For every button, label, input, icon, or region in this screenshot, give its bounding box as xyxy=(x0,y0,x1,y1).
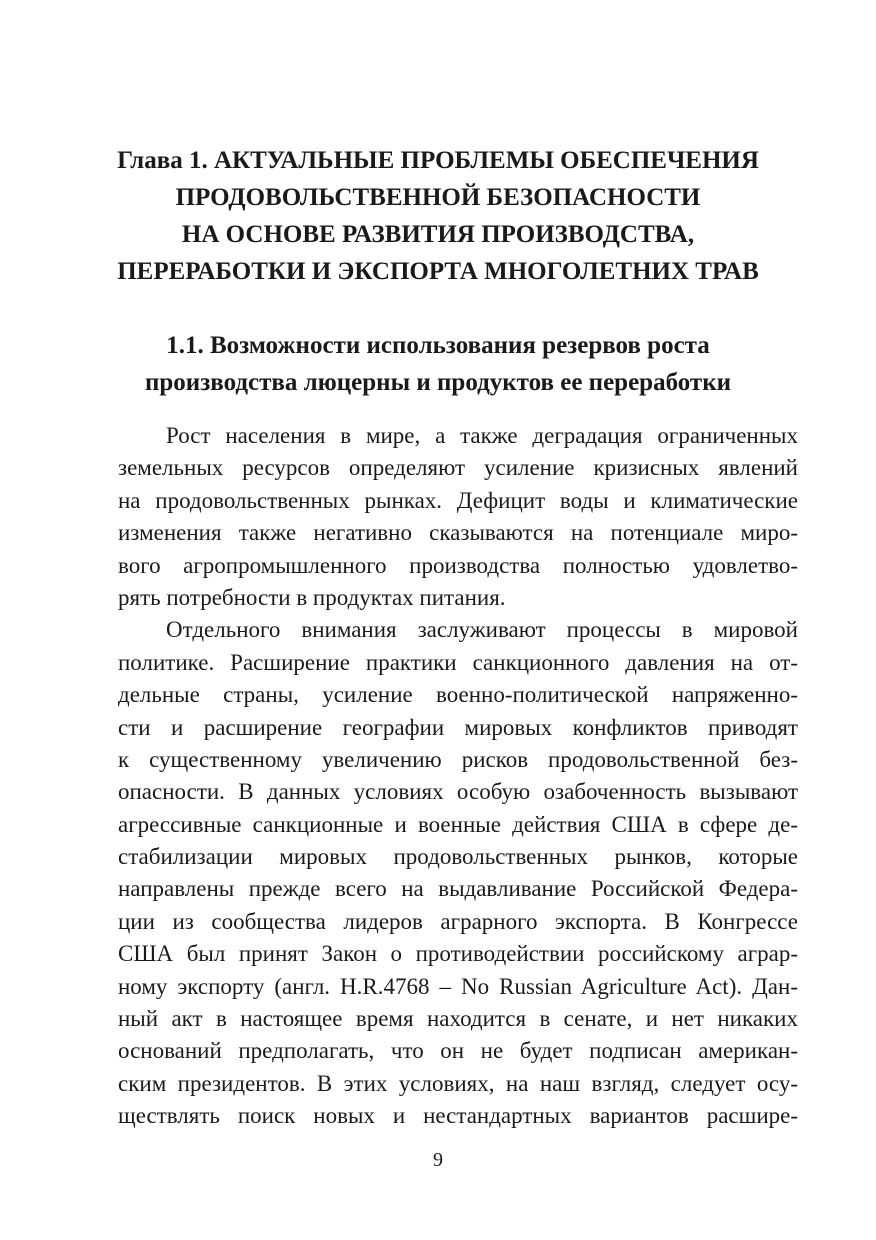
page-number: 9 xyxy=(433,1149,443,1171)
text-line: Отдельного внимания заслуживают процессы в мировой xyxy=(166,617,798,643)
text-line: сти и расширение географии мировых конфликтов приводят xyxy=(118,714,798,740)
text-line: ским президентов. В этих условиях, на наш взгляд, следует осу- xyxy=(118,1070,798,1096)
text-line: дельные страны, усиление военно-политической напряженно- xyxy=(118,682,798,708)
text-line: ции из сообщества лидеров аграрного экспорта. В Конгрессе xyxy=(118,908,798,934)
text-line: рять потребности в продуктах питания. xyxy=(118,584,506,610)
text-line: ный акт в настоящее время находится в сенате, и нет никаких xyxy=(118,1006,798,1032)
chapter-title-line: ПЕРЕРАБОТКИ И ЭКСПОРТА МНОГОЛЕТНИХ ТРАВ xyxy=(117,258,759,285)
text-line: агрессивные санкционные и военные действия США в сфере де- xyxy=(118,811,798,837)
section-title-line: производства люцерны и продуктов ее переработки xyxy=(145,369,731,396)
text-line: к существенному увеличению рисков продовольственной без- xyxy=(118,746,798,772)
text-line: политике. Расширение практики санкционного давления на от- xyxy=(118,649,798,675)
text-line: изменения также негативно сказываются на потенциале миро- xyxy=(118,520,798,546)
text-line: на продовольственных рынках. Дефицит воды и климатические xyxy=(118,487,798,513)
text-line: оснований предполагать, что он не будет подписан американ- xyxy=(118,1038,798,1064)
section-title-line: 1.1. Возможности использования резервов роста xyxy=(166,332,710,359)
text-line: Рост населения в мире, а также деградация ограниченных xyxy=(166,423,798,448)
text-line: США был принят Закон о противодействии российскому аграр- xyxy=(118,941,798,967)
chapter-title-line: Глава 1. АКТУАЛЬНЫЕ ПРОБЛЕМЫ ОБЕСПЕЧЕНИЯ xyxy=(117,147,759,174)
paragraph-2 xyxy=(118,614,798,1132)
text-line: опасности. В данных условиях особую озабоченность вызывают xyxy=(118,779,798,805)
body-text xyxy=(118,420,798,1133)
text-line: земельных ресурсов определяют усиление кризисных явлений xyxy=(118,455,798,481)
paragraph-1 xyxy=(118,420,798,614)
section-title xyxy=(100,327,776,401)
chapter-title xyxy=(100,142,776,290)
chapter-title-line: НА ОСНОВЕ РАЗВИТИЯ ПРОИЗВОДСТВА, xyxy=(181,221,695,248)
text-line: ществлять поиск новых и нестандартных вариантов расшире- xyxy=(118,1103,798,1129)
chapter-title-line: ПРОДОВОЛЬСТВЕННОЙ БЕЗОПАСНОСТИ xyxy=(175,184,701,211)
text-line: стабилизации мировых продовольственных рынков, которые xyxy=(118,844,798,870)
text-line: направлены прежде всего на выдавливание Российской Федера- xyxy=(118,876,798,902)
text-line: ному экспорту (англ. H.R.4768 – No Russian Agriculture Act). Дан- xyxy=(118,973,798,999)
text-line: вого агропромышленного производства полностью удовлетво- xyxy=(118,552,798,578)
